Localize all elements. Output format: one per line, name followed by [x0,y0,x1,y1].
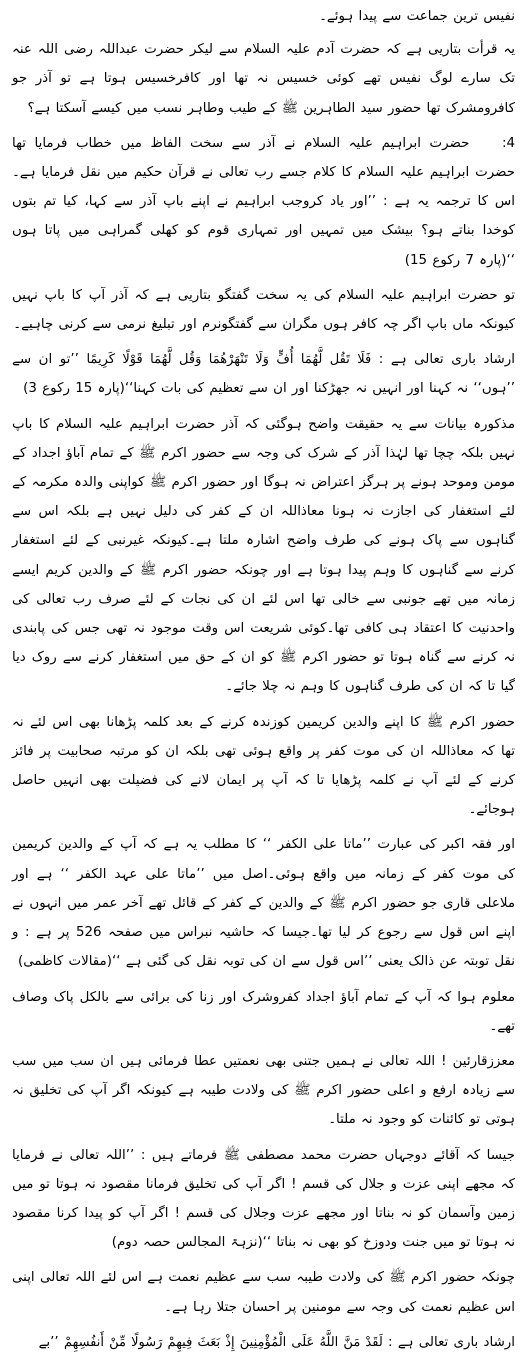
paragraph-quran-verse-favour [12,1328,515,1357]
paragraph-text: حضور اکرم ﷺ کا اپنے والدین کریمین کوزندہ کرنے کے بعد کلمہ پڑھانا بھی اس لئے نہ تھا کہ معاذاللہ ان کی موت کفر پر واقع ہوئی تھی بلکہ ان کو مرتبہ صحابیت پر فائز کرنے کے لئے آپ نے کلمہ پڑھایا تا کہ آپ پر ایمان لانے کی فضیلت بھی انہیں حاصل ہوجائے۔ [12,714,515,818]
paragraph-greatest-blessing [12,1047,515,1135]
paragraph-kalima-explanation [12,708,515,825]
paragraph-text: مذکورہ بیانات سے یہ حقیقت واضح ہوگئی کہ آذر حضرت ابراہیم علیہ السلام کا باپ نہیں بلکہ چچا تھا لہٰذا آذر کے شرک کی وجہ سے حضور اکرم ﷺ کے تمام آباؤ اجداد کے مومن وموحد ہونے پر ہرگز اعتراض نہ ہوگا اور حضور اکرم ﷺ کواپنی والدہ مکرمہ کے لئے استغفار کی اجازت نہ ہونا معاذاللہ ان کے کفر کی دلیل نہیں ہے بلکہ اس سے گناہوں سے پاک ہونے کی طرف واضح اشارہ ملتا ہے۔کیونکہ غیرنبی کے لئے استغفار کرنے سے گناہوں کا وہم پیدا ہوتا ہے اور چونکہ حضور اکرم ﷺ کے والدین کریم ایسے زمانہ میں تھے جونبی سے خالی تھا اس لئے ان کی نجات کے لئے صرف رب تعالی کی واحدنیت کا اعتقاد ہی کافی تھا۔کوئی شریعت اس وقت موجود نہ تھی جس کی پابندی نہ کرنے سے گناہ ہوتا تو حضور اکرم ﷺ کو ان کے حق میں استغفار کرنے سے روک دیا گیا تا کہ ان کی طرف گناہوں کا وہم نہ چلا جائے۔ [12,416,515,695]
paragraph-number-label: 4: [501,135,515,151]
paragraph-text: معلوم ہوا کہ آپ کے تمام آباؤ اجداد کفروشرک اور زنا کی برائی سے بالکل پاک وصاف تھے۔ [12,989,515,1034]
paragraph-text: ارشاد باری تعالی ہے : [378,352,515,368]
paragraph-text: نفیس ترین جماعت سے پیدا ہوئے۔ [319,9,515,24]
quran-verse: لَقَدْ مَنَّ اللَّهُ عَلَى الْمُؤْمِنِينَ إِذْ بَعَثَ فِيهِمْ رَسُولًا مِّنْ أَنفُسِهِمْ [63,1334,383,1350]
paragraph-text: یہ قرأت بتاریی ہے کہ حضرت آدم علیہ السلام سے لیکر حضرت عبداللہ رضی اللہ عنہ تک سارے لوگ نفیس تھے کوئی خسیس نہ تھا اور کافرخسیس ہوتا ہے تو آذر جو کافرومشرک تھا حضور سید الطاہرین ﷺ کے طیب وطاہر نسب میں کیسے آسکتا ہے؟ [12,42,515,116]
paragraph-favour-on-believers [12,1263,515,1321]
paragraph-azar-conclusion [12,410,515,702]
paragraph-text: چونکہ حضور اکرم ﷺ کی ولادت طیبہ سب سے عظیم نعمت ہے اس لئے اللہ تعالی اپنی اس عظیم نعمت کی وجہ سے مومنین پر احسان جتلا رہا ہے۔ [12,1270,515,1315]
paragraph-hadith-creation [12,1141,515,1258]
paragraph-point-4 [12,129,515,275]
paragraph-text: ارشاد باری تعالی ہے : [388,1334,515,1350]
quran-verse: فَلَا تَقُل لَّهُمَا أُفٍّ وَلَا تَنْهَرْهُمَا وَقُل لَّهُمَا قَوْلًا كَرِيمًا [86,352,372,368]
paragraph-continuation [12,2,515,31]
paragraph-text: معززقارئین ! اللہ تعالی نے ہمیں جتنی بھی نعمتیں عطا فرمائی ہیں ان سب میں سب سے زیادہ ارفع و اعلی حضور اکرم ﷺ کی ولادت طیبہ ہے کیونکہ اگر آپ کی تخلیق نہ ہوتی تو کائنات کو وجود نہ ملتا۔ [12,1053,515,1128]
paragraph-quran-verse-parents [12,345,515,403]
paragraph-text: جیسا کہ آقائے دوجہاں حضرت محمد مصطفی ﷺ فرماتے ہیں : ’’اللہ تعالی نے فرمایا کہ مجھے اپنی عزت و جلال کی قسم ! اگر آپ کی تخلیق فرمانا مقصود نہ ہوتا تو میں زمین وآسمان کو نہ بناتا اور مجھے عزت وجلال کی قسم ! اگر آپ کو پیدا کرنا مقصود نہ ہوتا تو میں جنت ودوزخ کو بھی نہ بناتا ‘‘(نزہۃ المجالس حصہ دوم) [12,1147,515,1251]
paragraph-qirat-explanation [12,35,515,123]
paragraph-text: تو حضرت ابراہیم علیہ السلام کی یہ سخت گفتگو بتاریی ہے کہ آذر آپ کا باپ نہیں کیونکہ ماں باپ اگر چہ کافر ہوں مگران سے گفتگونرم اور تبلیغ نرمی سے کرنی چاہیے۔ [12,287,515,333]
verse-translation: ’’تو ان سے ’’ہوں‘‘ نہ کہنا اور انہیں نہ جھڑکنا اور ان سے تعظیم کی بات کہنا‘‘(پارہ 15 رکوع 3) [12,352,515,397]
paragraph-fiqh-akbar [12,830,515,976]
verse-translation: ’’بے [38,1334,59,1350]
paragraph-text: اور فقہ اکبر کی عبارت ’’ماتا علی الکفر ‘‘ کا مطلب یہ ہے کہ آپ کے والدین کریمین کی موت کفر کے زمانہ میں واقع ہوئی۔اصل میں ’’ماتا علی عہد الکفر ‘‘ ہے اور ملاعلی قاری جو حضور اکرم ﷺ کے والدین کے کفر کے قائل تھے آخر عمر میں انہوں نے اپنے اس قول سے رجوع کر لیا تھا۔جیسا کہ حاشیہ نبراس میں صفحہ 526 پر ہے : و نقل توبتہ عن ذالک یعنی ’’اس قول سے ان کی توبہ نقل کی گئی ہے ‘‘(مقالات کاظمی) [12,837,515,970]
paragraph-text: حضرت ابراہیم علیہ السلام نے آذر سے سخت الفاظ میں خطاب فرمایا تھا حضرت ابراہیم علیہ السلام کا کلام جسے رب تعالی نے قرآن حکیم میں نقل فرمایا ہے۔اس کا ترجمہ یہ ہے : ’’اور یاد کروجب ابراہیم نے اپنے باپ آذر سے کہا، کیا تم بتوں کوخدا بناتے ہو؟ بیشک میں تمہیں اور تمہاری قوم کو کھلی گمراہی میں پاتا ہوں ‘‘(پارہ 7 رکوع 15) [12,135,515,268]
paragraph-ibrahim-speech [12,281,515,339]
paragraph-ancestors-pure [12,983,515,1041]
